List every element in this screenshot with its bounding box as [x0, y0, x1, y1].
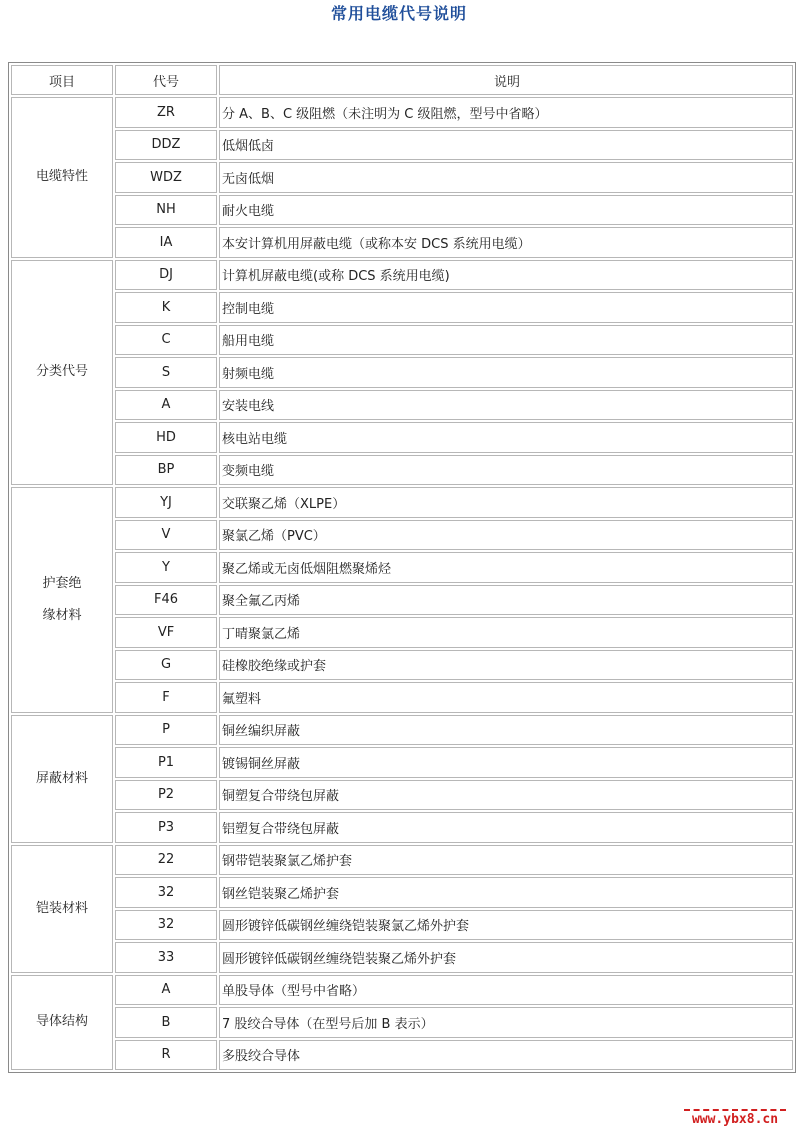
- description-cell: 无卤低烟: [219, 162, 793, 193]
- table-row: [11, 97, 793, 128]
- table-row: [11, 520, 793, 551]
- table-row: [11, 942, 793, 973]
- code-cell: DJ: [115, 260, 217, 291]
- description-cell: 船用电缆: [219, 325, 793, 356]
- description-cell: 硅橡胶绝缘或护套: [219, 650, 793, 681]
- description-cell: 铜丝编织屏蔽: [219, 715, 793, 746]
- code-cell: YJ: [115, 487, 217, 518]
- table-row: [11, 162, 793, 193]
- table-row: [11, 617, 793, 648]
- header-item: 项目: [11, 65, 113, 95]
- code-cell: DDZ: [115, 130, 217, 161]
- description-cell: 本安计算机用屏蔽电缆（或称本安 DCS 系统用电缆）: [219, 227, 793, 258]
- table-row: [11, 357, 793, 388]
- code-cell: G: [115, 650, 217, 681]
- table-row: [11, 552, 793, 583]
- table-row: [11, 975, 793, 1006]
- category-label: 护套绝缘材料: [42, 575, 82, 623]
- description-cell: 铜塑复合带绕包屏蔽: [219, 780, 793, 811]
- code-cell: NH: [115, 195, 217, 226]
- description-cell: 圆形镀锌低碳钢丝缠绕铠装聚氯乙烯外护套: [219, 910, 793, 941]
- category-label: 铠装材料: [35, 900, 88, 916]
- description-cell: 丁晴聚氯乙烯: [219, 617, 793, 648]
- code-cell: WDZ: [115, 162, 217, 193]
- description-cell: 聚乙烯或无卤低烟阻燃聚烯烃: [219, 552, 793, 583]
- table-row: [11, 260, 793, 291]
- cable-code-table: [8, 62, 796, 1073]
- code-cell: K: [115, 292, 217, 323]
- table-row: [11, 747, 793, 778]
- description-cell: 控制电缆: [219, 292, 793, 323]
- table-row: [11, 1040, 793, 1071]
- table-header-row: [11, 65, 793, 95]
- category-label: 分类代号: [35, 364, 88, 380]
- code-cell: 32: [115, 910, 217, 941]
- table-row: [11, 650, 793, 681]
- category-cell: [11, 260, 113, 486]
- description-cell: 氟塑料: [219, 682, 793, 713]
- code-cell: F: [115, 682, 217, 713]
- code-cell: 22: [115, 845, 217, 876]
- description-cell: 钢带铠装聚氯乙烯护套: [219, 845, 793, 876]
- code-cell: F46: [115, 585, 217, 616]
- description-cell: 耐火电缆: [219, 195, 793, 226]
- code-cell: P2: [115, 780, 217, 811]
- page-title: 常用电缆代号说明: [330, 4, 467, 23]
- category-label: 导体结构: [35, 1014, 88, 1030]
- description-cell: 7 股绞合导体（在型号后加 B 表示）: [219, 1007, 793, 1038]
- code-cell: ZR: [115, 97, 217, 128]
- category-cell: [11, 845, 113, 973]
- table-row: [11, 195, 793, 226]
- code-cell: HD: [115, 422, 217, 453]
- code-cell: V: [115, 520, 217, 551]
- description-cell: 多股绞合导体: [219, 1040, 793, 1071]
- table-row: [11, 812, 793, 843]
- header-desc: 说明: [219, 65, 793, 95]
- description-cell: 交联聚乙烯（XLPE）: [219, 487, 793, 518]
- description-cell: 聚全氟乙丙烯: [219, 585, 793, 616]
- code-cell: P1: [115, 747, 217, 778]
- table-row: [11, 390, 793, 421]
- watermark-text: www.ybx8.cn: [691, 1112, 779, 1127]
- code-cell: P: [115, 715, 217, 746]
- category-cell: [11, 487, 113, 713]
- description-cell: 射频电缆: [219, 357, 793, 388]
- category-label: 屏蔽材料: [35, 770, 88, 786]
- description-cell: 分 A、B、C 级阻燃（未注明为 C 级阻燃，型号中省略）: [219, 97, 793, 128]
- table-row: [11, 910, 793, 941]
- code-cell: BP: [115, 455, 217, 486]
- table-row: [11, 585, 793, 616]
- table-row: [11, 455, 793, 486]
- description-cell: 核电站电缆: [219, 422, 793, 453]
- code-cell: 33: [115, 942, 217, 973]
- table-row: [11, 487, 793, 518]
- code-cell: P3: [115, 812, 217, 843]
- code-cell: B: [115, 1007, 217, 1038]
- description-cell: 聚氯乙烯（PVC）: [219, 520, 793, 551]
- site-watermark: [676, 1106, 794, 1134]
- code-cell: A: [115, 975, 217, 1006]
- code-cell: 32: [115, 877, 217, 908]
- description-cell: 单股导体（型号中省略）: [219, 975, 793, 1006]
- category-cell: [11, 715, 113, 843]
- table-row: [11, 1007, 793, 1038]
- table-row: [11, 682, 793, 713]
- description-cell: 低烟低卤: [219, 130, 793, 161]
- code-cell: IA: [115, 227, 217, 258]
- table-row: [11, 130, 793, 161]
- description-cell: 铝塑复合带绕包屏蔽: [219, 812, 793, 843]
- table-row: [11, 227, 793, 258]
- table-row: [11, 845, 793, 876]
- watermark-dashes: [684, 1109, 786, 1113]
- code-cell: C: [115, 325, 217, 356]
- code-cell: Y: [115, 552, 217, 583]
- table-row: [11, 715, 793, 746]
- code-cell: S: [115, 357, 217, 388]
- table-row: [11, 292, 793, 323]
- description-cell: 变频电缆: [219, 455, 793, 486]
- table-row: [11, 780, 793, 811]
- code-cell: A: [115, 390, 217, 421]
- table-row: [11, 325, 793, 356]
- table-row: [11, 422, 793, 453]
- code-cell: R: [115, 1040, 217, 1071]
- description-cell: 安装电线: [219, 390, 793, 421]
- description-cell: 计算机屏蔽电缆(或称 DCS 系统用电缆): [219, 260, 793, 291]
- description-cell: 镀锡铜丝屏蔽: [219, 747, 793, 778]
- description-cell: 钢丝铠装聚乙烯护套: [219, 877, 793, 908]
- header-code: 代号: [115, 65, 217, 95]
- table-row: [11, 877, 793, 908]
- category-cell: [11, 97, 113, 258]
- category-cell: [11, 975, 113, 1071]
- code-cell: VF: [115, 617, 217, 648]
- description-cell: 圆形镀锌低碳钢丝缠绕铠装聚乙烯外护套: [219, 942, 793, 973]
- category-label: 电缆特性: [35, 169, 88, 185]
